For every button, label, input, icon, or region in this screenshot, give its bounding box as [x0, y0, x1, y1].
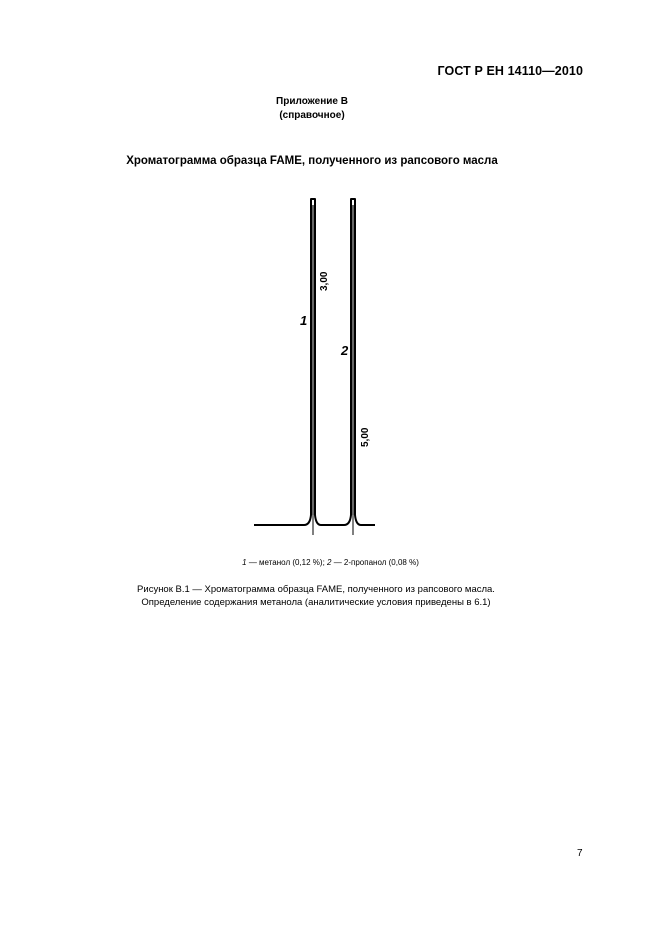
peak-1-number: 1	[300, 313, 308, 328]
page-number: 7	[577, 848, 583, 859]
figure-legend	[0, 558, 661, 567]
legend-item-2-text: — 2-пропанол (0,08 %)	[331, 558, 419, 567]
document-code: ГОСТ Р ЕН 14110—2010	[437, 64, 583, 78]
appendix-heading	[0, 95, 624, 123]
chromatogram-chart	[240, 185, 390, 540]
figure-caption-line-2: Определение содержания метанола (аналитические условия приведены в 6.1)	[141, 597, 491, 608]
figure-caption	[0, 583, 632, 609]
legend-item-1-text: — метанол (0,12 %);	[246, 558, 328, 567]
figure-heading: Хроматограмма образца FAME, полученного из рапсового масла	[126, 155, 498, 167]
appendix-title: Приложение В	[276, 96, 348, 107]
legend-item-2-number: 2	[327, 558, 332, 567]
legend-item-1-number: 1	[242, 558, 247, 567]
appendix-subtitle: (справочное)	[279, 110, 345, 121]
peak-2-number: 2	[341, 343, 349, 358]
chromatogram-trace	[254, 199, 375, 525]
figure-caption-line-1: Рисунок В.1 — Хроматограмма образца FAME, полученного из рапсового масла.	[137, 584, 495, 595]
peak-2-retention-time: 5,00	[360, 427, 371, 447]
peak-1-retention-time: 3,00	[319, 271, 330, 291]
